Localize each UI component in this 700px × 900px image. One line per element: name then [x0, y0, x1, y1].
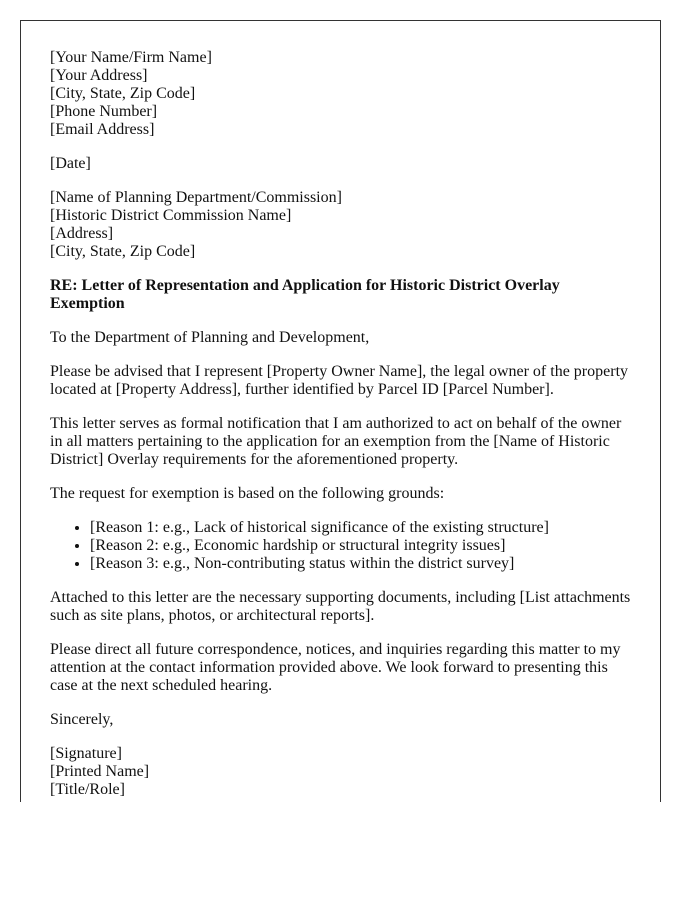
recipient-department: [Name of Planning Department/Commission]: [50, 189, 342, 206]
recipient-city: [City, State, Zip Code]: [50, 243, 196, 260]
signoff: Sincerely,: [50, 711, 114, 728]
body-paragraph: The request for exemption is based on the following grounds:: [50, 485, 445, 502]
sender-phone: [Phone Number]: [50, 103, 158, 120]
signature: [Signature]: [50, 745, 122, 762]
reason-item: • [Reason 2: e.g., Economic hardship or structural integrity issues]: [90, 537, 631, 555]
sender-block: [50, 49, 631, 139]
title-role: [Title/Role]: [50, 781, 125, 798]
reason-item: • [Reason 1: e.g., Lack of historical significance of the existing structure]: [90, 519, 631, 537]
reason-item: • [Reason 3: e.g., Non-contributing status within the district survey]: [90, 555, 631, 573]
recipient-commission: [Historic District Commission Name]: [50, 207, 292, 224]
sender-email: [Email Address]: [50, 121, 155, 138]
letter-date: [Date]: [50, 155, 91, 172]
reasons-list: [50, 519, 631, 573]
recipient-address: [Address]: [50, 225, 114, 242]
printed-name: [Printed Name]: [50, 763, 150, 780]
sender-city: [City, State, Zip Code]: [50, 85, 196, 102]
sender-address: [Your Address]: [50, 67, 148, 84]
body-paragraph: Please be advised that I represent [Property Owner Name], the legal owner of the property located at [Property Address], further identified by Parcel ID [Parcel Number].: [50, 363, 629, 398]
subject-line: RE: Letter of Representation and Application for Historic District Overlay Exemption: [50, 277, 560, 312]
body-paragraph: Attached to this letter are the necessary supporting documents, including [List attachments such as site plans, photos, or architectural reports].: [50, 589, 631, 624]
body-paragraph: This letter serves as formal notification that I am authorized to act on behalf of the owner in all matters pertaining to the application for an exemption from the [Name of Historic District] Overlay requirements for the aforementioned property.: [50, 415, 622, 468]
body-paragraph: Please direct all future correspondence, notices, and inquiries regarding this matter to my attention at the contact information provided above. We look forward to presenting this case at the next scheduled hearing.: [50, 641, 621, 694]
salutation: To the Department of Planning and Development,: [50, 329, 370, 346]
signature-block: [50, 745, 631, 799]
recipient-block: [50, 189, 631, 261]
sender-name: [Your Name/Firm Name]: [50, 49, 212, 66]
letter-page: [20, 20, 661, 802]
